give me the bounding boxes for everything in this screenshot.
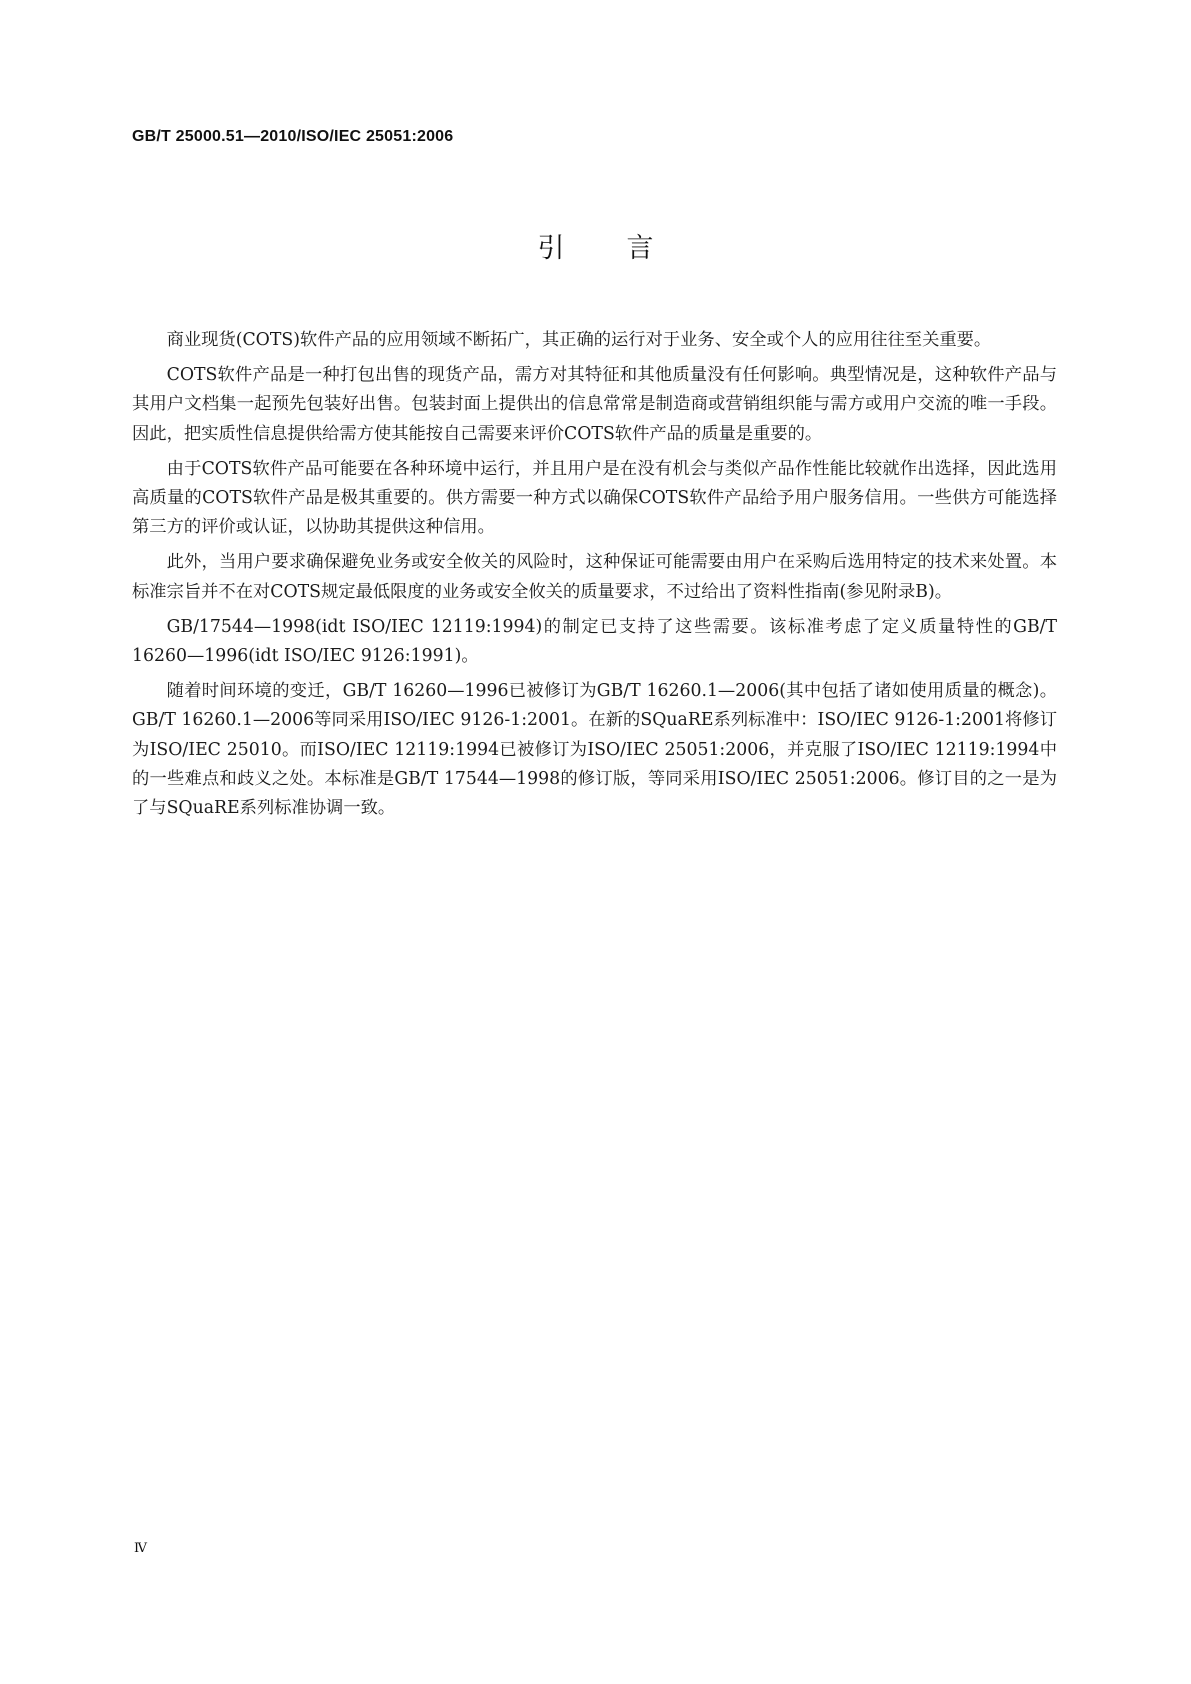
- paragraph-5: GB/17544—1998(idt ISO/IEC 12119:1994)的制定已支持了这些需要。该标准考虑了定义质量特性的GB/T 16260—1996(idt ISO/IEC 9126:1991)。: [132, 616, 1057, 667]
- page-number: Ⅳ: [134, 1540, 147, 1555]
- standard-code-header: GB/T 25000.51—2010/ISO/IEC 25051:2006: [132, 128, 454, 145]
- paragraph-6: 随着时间环境的变迁，GB/T 16260—1996已被修订为GB/T 16260.1—2006(其中包括了诸如使用质量的概念)。GB/T 16260.1—2006等同采用ISO/IEC 9126-1:2001。在新的SQuaRE系列标准中：ISO/IEC 9126-1:2001将修订为ISO/IEC 25010。而ISO/IEC 12119:1994已被修订为ISO/IEC 25051:2006，并克服了ISO/IEC 12119:1994中的一些难点和歧义之处。本标准是GB/T 17544—1998的修订版，等同采用ISO/IEC 25051:2006。修订目的之一是为了与SQuaRE系列标准协调一致。: [132, 681, 1057, 819]
- paragraph-4: 此外，当用户要求确保避免业务或安全攸关的风险时，这种保证可能需要由用户在采购后选用特定的技术来处置。本标准宗旨并不在对COTS规定最低限度的业务或安全攸关的质量要求，不过给出了资料性指南(参见附录B)。: [132, 552, 1057, 602]
- paragraph-1: 商业现货(COTS)软件产品的应用领域不断拓广，其正确的运行对于业务、安全或个人的应用往往至关重要。: [166, 330, 992, 350]
- page-title: 引言: [537, 233, 716, 264]
- paragraph-2: COTS软件产品是一种打包出售的现货产品，需方对其特征和其他质量没有任何影响。典型情况是，这种软件产品与其用户文档集一起预先包装好出售。包装封面上提供出的信息常常是制造商或营销组织能与需方或用户交流的唯一手段。因此，把实质性信息提供给需方使其能按自己需要来评价COTS软件产品的质量是重要的。: [132, 365, 1057, 444]
- paragraph-3: 由于COTS软件产品可能要在各种环境中运行，并且用户是在没有机会与类似产品作性能比较就作出选择，因此选用高质量的COTS软件产品是极其重要的。供方需要一种方式以确保COTS软件产品给予用户服务信用。一些供方可能选择第三方的评价或认证，以协助其提供这种信用。: [132, 458, 1057, 538]
- introduction-body: [132, 326, 1057, 829]
